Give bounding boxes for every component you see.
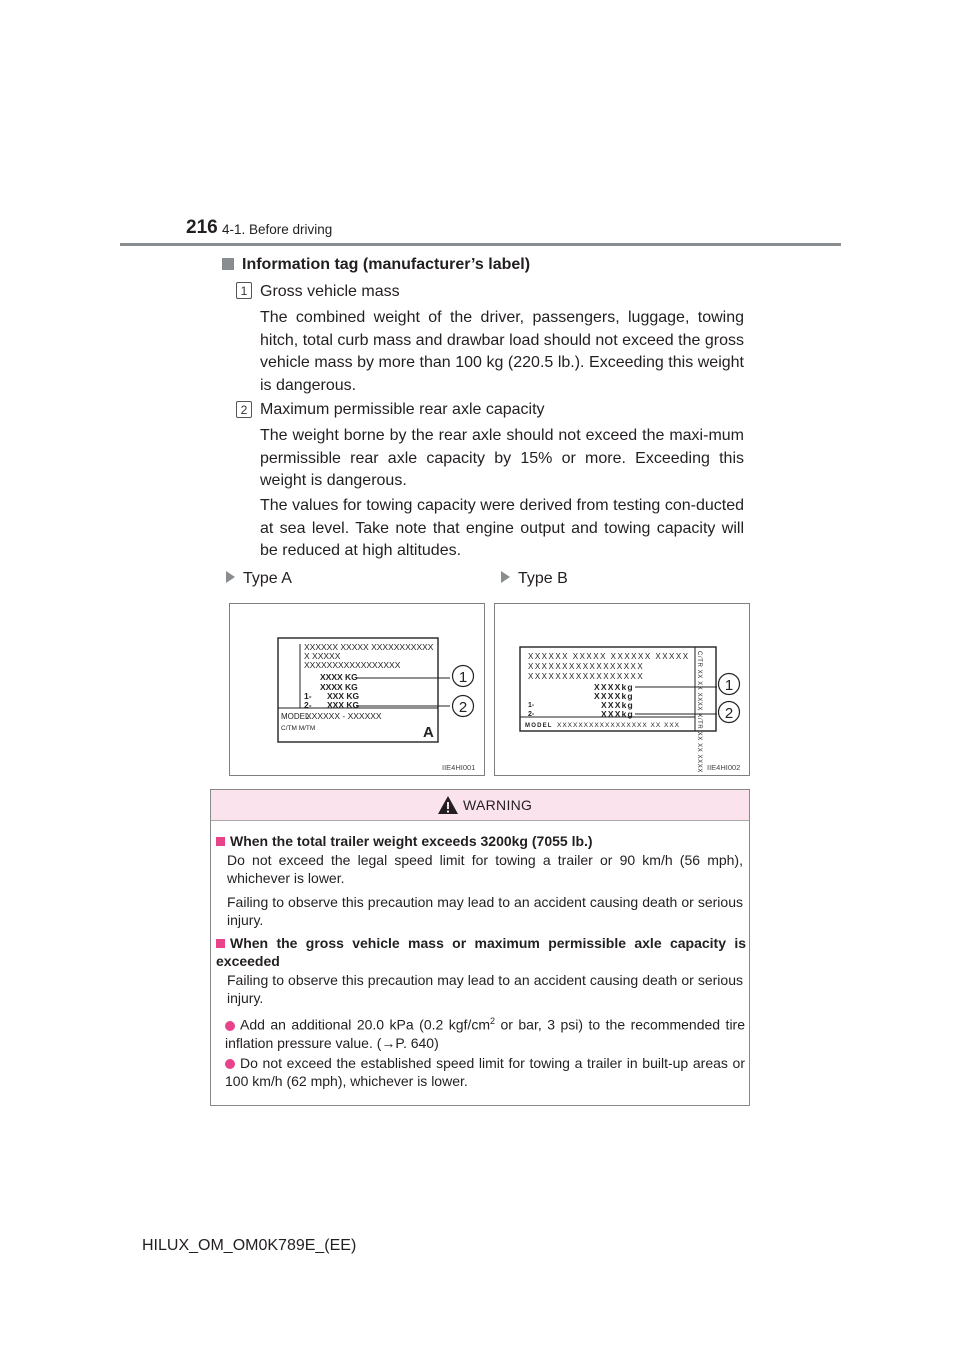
- footer-doc-id: HILUX_OM_OM0K789E_(EE): [142, 1237, 357, 1254]
- section-title: 4-1. Before driving: [222, 222, 333, 237]
- figure-code: IIE4HI001: [442, 763, 476, 772]
- warning-bullet-1: [225, 1012, 745, 1052]
- label-line: XXX KG: [327, 691, 360, 701]
- pink-square-bullet-icon: [216, 939, 225, 948]
- callout-number-2: 2: [458, 699, 468, 716]
- warning-header: [211, 790, 749, 821]
- label-mark: 2-: [304, 700, 312, 710]
- label-illustration-type-b: [495, 604, 749, 775]
- figure-code: IIE4HI002: [707, 763, 741, 772]
- header-rule: [120, 243, 841, 246]
- label-line: XXXXkg: [594, 682, 634, 692]
- label-line: XXXXXX XXXXX XXXXXXXXXXX: [304, 642, 434, 652]
- callout-number-1: 1: [724, 677, 734, 694]
- label-line: XXXXXX XXXXX XXXXXX XXXXX: [528, 652, 690, 661]
- label-line: XXXkg: [601, 700, 634, 710]
- label-illustration-type-a: [230, 604, 484, 775]
- label-line: XXXX KG: [320, 672, 358, 682]
- warning-section-1-para-1: Do not exceed the legal speed limit for towing a trailer or 90 km/h (56 mph), whichever is lower.: [227, 852, 743, 886]
- bullet-1-text-cont: or bar, 3 psi) to the recommended tire inflation pressure value. (: [225, 1016, 745, 1051]
- item-text-gross-vehicle-mass: The combined weight of the driver, passengers, luggage, towing hitch, total curb mass and drawbar load should not exceed the gross vehicle mass by more than 100 kg (220.5 lb.). Exceeding this weight is dangerous.: [260, 309, 744, 394]
- info-tag-heading-text: Information tag (manufacturer’s label): [242, 256, 531, 273]
- page-reference-link[interactable]: P. 640): [395, 1034, 439, 1051]
- triangle-bullet-icon: [501, 571, 510, 583]
- triangle-bullet-icon: [226, 571, 235, 583]
- warning-section-1-para-2: Failing to observe this precaution may lead to an accident causing death or serious injury.: [227, 894, 743, 928]
- label-letter: A: [423, 724, 434, 741]
- item-badge-1: 1: [236, 282, 252, 299]
- reference-arrow-icon: →: [381, 1034, 396, 1051]
- square-bullet-icon: [222, 258, 234, 270]
- label-line: XXXkg: [601, 709, 634, 719]
- bullet-1-superscript: 2: [489, 1016, 495, 1026]
- item-label-gross-vehicle-mass: Gross vehicle mass: [260, 283, 400, 300]
- label-line: XXXXXXXXXXXXXXXXX: [528, 672, 645, 681]
- page-number: 216: [186, 217, 218, 238]
- label-line: X XXXXX: [304, 651, 341, 661]
- bullet-2-text: Do not exceed the established speed limit for towing a trailer in built-up areas or 100 km/h (62 mph), whichever is lower.: [225, 1055, 745, 1089]
- info-tag-heading: [222, 256, 530, 274]
- warning-section-2-heading: [216, 934, 746, 970]
- warning-section-1-heading: [216, 832, 746, 850]
- item-text-rear-axle-capacity: The weight borne by the rear axle should not exceed the maxi-mum permissible rear axle capacity by 15% or more. Exceeding this weight is dangerous.: [260, 427, 744, 489]
- callout-number-1: 1: [458, 669, 468, 686]
- type-a-label-text: Type A: [243, 570, 292, 587]
- towing-capacity-note: The values for towing capacity were derived from testing con-ducted at sea level. Take note that engine output and towing capacity will be reduced at high altitudes.: [260, 497, 744, 559]
- warning-section-2-para-1: Failing to observe this precaution may lead to an accident causing death or serious injury.: [227, 972, 743, 1006]
- label-line: XXXXkg: [594, 691, 634, 701]
- type-b-label: [501, 570, 568, 588]
- label-mark: 1-: [304, 691, 312, 701]
- warning-triangle-icon: [437, 795, 459, 815]
- label-mark: MODEL: [525, 723, 553, 729]
- label-mark: C/TM M/TM: [281, 725, 316, 732]
- warning-bullet-2: [225, 1054, 745, 1090]
- type-b-label-text: Type B: [518, 570, 568, 587]
- callout-number-2: 2: [724, 705, 734, 722]
- label-line: XXXXXXXXXXXXXXXXX: [528, 662, 645, 671]
- bullet-1-text: Add an additional 20.0 kPa (0.2 kgf/cm: [240, 1016, 490, 1033]
- warning-box: [210, 789, 750, 1106]
- warning-section-1-heading-text: When the total trailer weight exceeds 3200kg (7055 lb.): [230, 833, 593, 849]
- label-side-text: C/TR XX XX XXXX X/TR XX XX XXXX: [696, 651, 702, 773]
- figure-type-a: [229, 603, 485, 776]
- figure-type-b: [494, 603, 750, 776]
- pink-dot-bullet-icon: [225, 1059, 235, 1069]
- item-label-rear-axle-capacity: Maximum permissible rear axle capacity: [260, 401, 545, 418]
- pink-dot-bullet-icon: [225, 1021, 235, 1031]
- label-mark: 1-: [528, 702, 535, 709]
- label-line: XXXXXX - XXXXXX: [306, 711, 382, 721]
- warning-section-2-heading-text: When the gross vehicle mass or maximum permissible axle capacity is exceeded: [216, 935, 746, 969]
- label-line: XXXXXXXXXXXXXXXXX XX XXX: [557, 722, 680, 729]
- label-line: XXXX KG: [320, 682, 358, 692]
- warning-title: WARNING: [463, 797, 533, 813]
- label-mark: 2-: [528, 711, 535, 718]
- label-mark: MODEL: [281, 712, 310, 721]
- item-badge-2: 2: [236, 401, 252, 418]
- label-line: XXXXXXXXXXXXXXXXX: [304, 660, 401, 670]
- label-line: XXX KG: [327, 700, 360, 710]
- pink-square-bullet-icon: [216, 837, 225, 846]
- type-a-label: [226, 570, 292, 588]
